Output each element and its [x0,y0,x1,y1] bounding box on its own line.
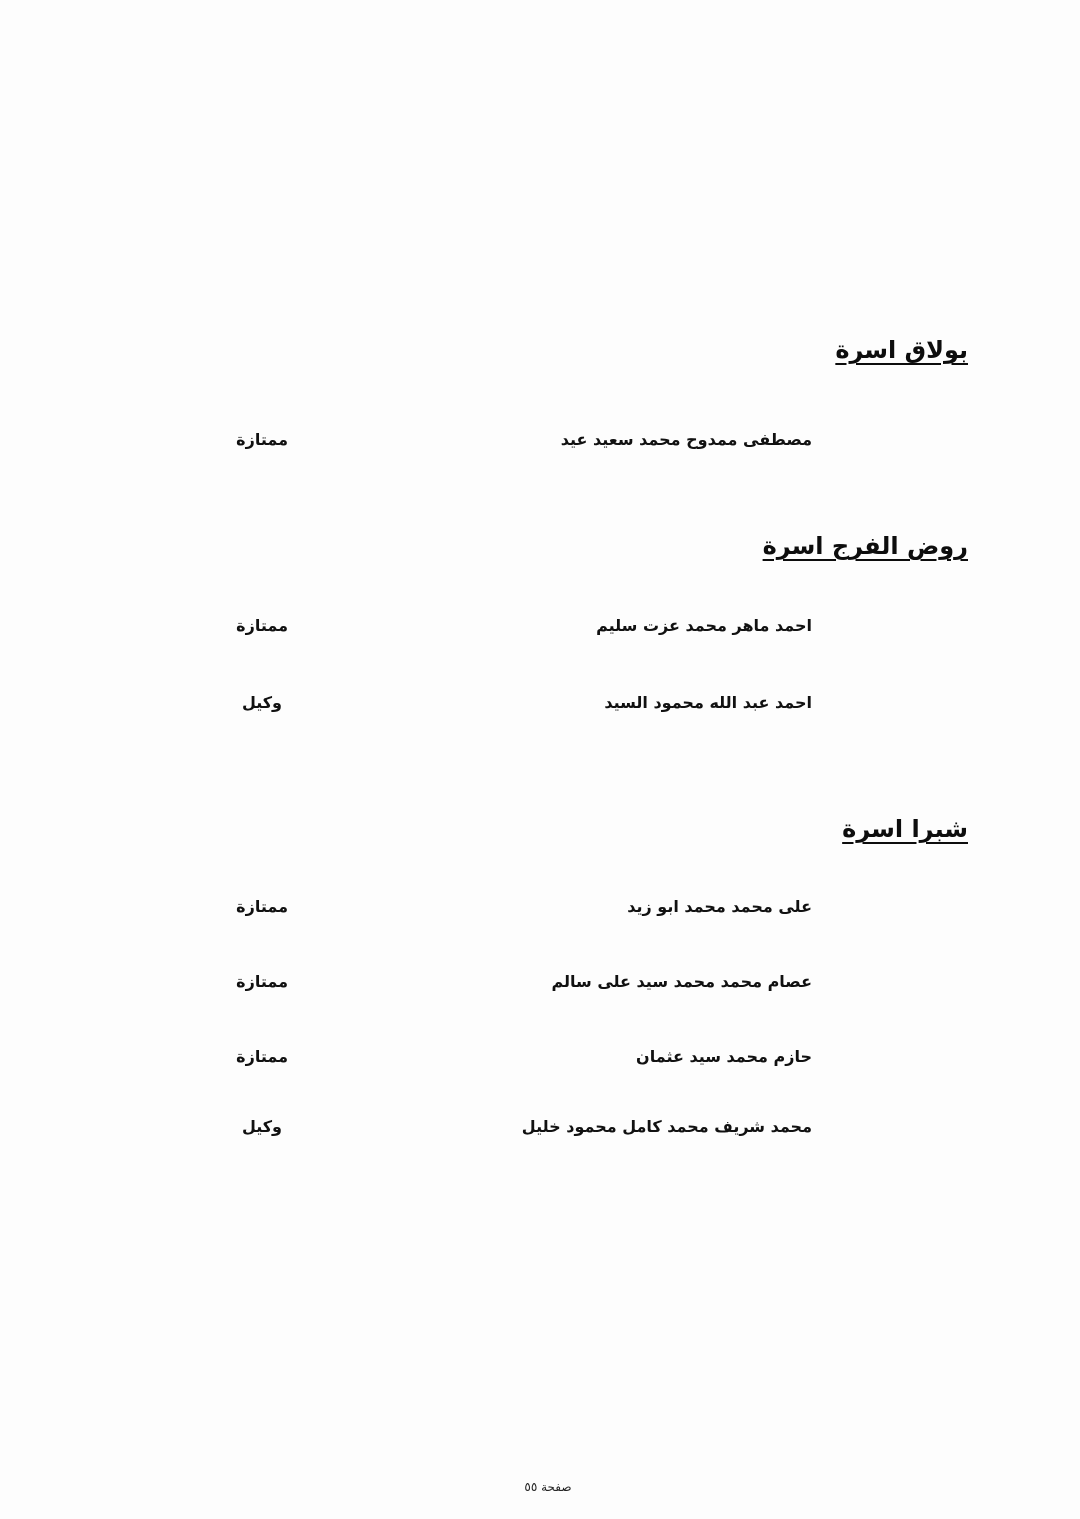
member-grade: ممتازة [236,972,288,991]
member-name: على محمد محمد ابو زيد [627,897,812,916]
member-name: محمد شريف محمد كامل محمود خليل [521,1117,812,1136]
member-name: مصطفى ممدوح محمد سعيد عيد [560,430,812,449]
page-number: صفحة ٥٥ [524,1480,572,1494]
member-name: احمد عبد الله محمود السيد [604,693,812,712]
member-name: عصام محمد محمد سيد على سالم [551,972,812,991]
section-heading-rod-elfarag: روض الفرج اسرة [762,532,968,560]
member-grade: ممتازة [236,430,288,449]
member-name: حازم محمد سيد عثمان [636,1047,812,1066]
section-heading-shubra: شبرا اسرة [842,815,968,843]
member-grade: ممتازة [236,1047,288,1066]
section-heading-bulaq: بولاق اسرة [835,336,968,364]
member-grade: وكيل [241,1117,282,1136]
member-grade: وكيل [241,693,282,712]
member-grade: ممتازة [236,616,288,635]
member-grade: ممتازة [236,897,288,916]
member-name: احمد ماهر محمد عزت سليم [596,616,812,635]
